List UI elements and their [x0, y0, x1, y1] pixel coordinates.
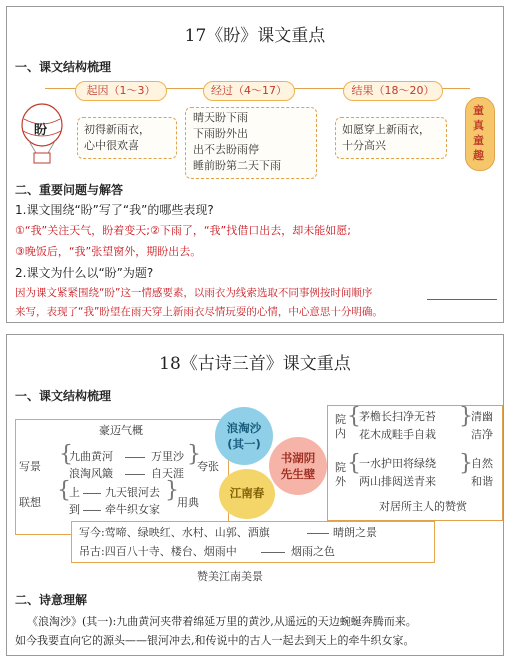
stage2-line2: 下雨盼外出	[193, 127, 248, 140]
lesson18-card	[6, 334, 504, 656]
ltsh-scene-c: 万里沙	[151, 450, 184, 463]
stage3-line1: 如愿穿上新雨衣，	[342, 123, 430, 136]
stage1-line1: 初得新雨衣，	[84, 123, 150, 136]
shy-brace-4: }	[459, 451, 473, 476]
a2-line1: 因为课文紧紧围绕“盼”这一情感要素，以雨衣为线索选取不同事例按时间顺序	[15, 287, 373, 299]
shuhuyin-title-2: 先生壁	[280, 467, 316, 481]
a1-line2: ③晚饭后，“我”张望窗外，期盼出去。	[15, 245, 202, 258]
stage2-label: 经过（4～17）	[203, 81, 295, 101]
shuhuyin-title-1: 书湖阴	[280, 451, 316, 465]
shy-side-a1: 清幽	[471, 410, 493, 423]
ltsh-dash-c	[83, 493, 101, 494]
a2-line2: 来写，表现了“我”盼望在雨天穿上新雨衣尽情玩耍的心情，中心意思十分明确。	[15, 306, 383, 318]
ltsh-scene-a: 九曲黄河	[69, 450, 113, 463]
shy-side-b2: 和谐	[471, 475, 493, 488]
lesson17-card	[6, 6, 504, 323]
ltsh-up: 上	[69, 486, 80, 499]
stage1-line2: 心中很欢喜	[84, 139, 139, 152]
ltsh-legend-a: 九天银河去	[105, 486, 160, 499]
langtaosha-title-1: 浪淘沙	[226, 421, 262, 435]
shy-praise: 对居所主人的赞赏	[379, 500, 467, 513]
jnc-diao-line: 吊古:四百八十寺、楼台、烟雨中	[79, 545, 237, 558]
jnc-praise: 赞美江南美景	[197, 570, 263, 583]
ltsh-brace-left2: {	[57, 478, 71, 503]
lesson17-section2-heading: 二、重要问题与解答	[15, 183, 124, 197]
ltsh-mood: 豪迈气概	[99, 424, 143, 437]
jiangnanchun-circle: 江南春	[219, 469, 275, 519]
shy-brace-3: }	[459, 404, 473, 429]
q2-text: 2.课文为什么以“盼”为题?	[15, 266, 154, 280]
shy-in-line1: 茅檐长扫净无苔	[359, 410, 436, 423]
a1-line1: ①“我”关注天气，盼着变天;②下雨了，“我”找借口出去，却未能如愿;	[15, 224, 351, 237]
stage3-label: 结果（18～20）	[343, 81, 443, 101]
shy-brace-2: {	[347, 451, 361, 476]
lesson18-section2-heading: 二、诗意理解	[15, 593, 88, 607]
langtaosha-circle	[215, 407, 273, 465]
shy-yuannei-a: 院	[335, 413, 346, 426]
lesson17-section1-heading: 一、课文结构梳理	[15, 60, 112, 74]
stage2-line1: 晴天盼下雨	[193, 111, 248, 124]
jnc-arrow-2	[261, 552, 285, 553]
stage2-line3: 出不去盼雨停	[193, 143, 259, 156]
stage2-line4: 睡前盼第二天下雨	[193, 159, 281, 172]
jnc-arrow-1	[307, 533, 329, 534]
a2-underline	[427, 299, 497, 300]
shy-out-line2: 两山排闼送青来	[359, 475, 436, 488]
ltsh-xiejing: 写景	[19, 460, 41, 473]
lesson18-section1-heading: 一、课文结构梳理	[15, 389, 112, 403]
shy-yuanwai-b: 外	[335, 475, 346, 488]
jnc-xie-result: 晴朗之景	[333, 526, 377, 539]
ltsh-lianxiang: 联想	[19, 496, 41, 509]
ltsh-dash-d	[83, 510, 101, 511]
langtaosha-title-2: (其一)	[227, 437, 261, 451]
lesson18-title: 18《古诗三首》课文重点	[159, 354, 351, 374]
ltsh-brace-right2: }	[165, 478, 179, 503]
stage1-label: 起因（1～3）	[75, 81, 167, 101]
ltsh-diangu: 用典	[177, 496, 199, 509]
ltsh-to: 到	[69, 503, 80, 516]
meaning-line1: 《浪淘沙》(其一):九曲黄河夹带着绵延万里的黄沙,从遥远的天边蜿蜒奔腾而来。	[27, 615, 417, 628]
shy-yuanwai-a: 院	[335, 461, 346, 474]
shy-side-b1: 自然	[471, 457, 493, 470]
ltsh-brace-right: }	[187, 442, 201, 467]
shuhuyin-circle	[269, 437, 327, 495]
end-label: 童真童趣	[473, 104, 484, 162]
shy-in-line2: 花木成畦手自栽	[359, 428, 436, 441]
lesson17-title: 17《盼》课文重点	[184, 26, 326, 46]
ltsh-dash-a	[125, 457, 145, 458]
meaning-line2: 如今我要直向它的源头——银河冲去,和传说中的古人一起去到天上的牵牛织女家。	[15, 634, 415, 647]
ltsh-dash-b	[125, 474, 145, 475]
shy-out-line1: 一水护田将绿绕	[359, 457, 436, 470]
q1-text: 1.课文围绕“盼”写了“我”的哪些表现?	[15, 203, 214, 217]
shy-yuannei-b: 内	[335, 427, 346, 440]
ltsh-scene-d: 自天涯	[151, 467, 184, 480]
ltsh-brace-left: {	[59, 442, 73, 467]
jnc-xie-line: 写今:莺啼、绿映红、水村、山郭、酒旗	[79, 526, 270, 539]
shy-side-a2: 洁净	[471, 428, 493, 441]
shy-brace-1: {	[347, 404, 361, 429]
stage3-line2: 十分高兴	[342, 139, 386, 152]
ltsh-legend-b: 牵牛织女家	[105, 503, 160, 516]
jnc-diao-result: 烟雨之色	[291, 545, 335, 558]
ltsh-kuazhang: 夸张	[197, 460, 219, 473]
balloon-center-label: 盼	[34, 123, 48, 138]
ltsh-scene-b: 浪淘风簸	[69, 467, 113, 480]
